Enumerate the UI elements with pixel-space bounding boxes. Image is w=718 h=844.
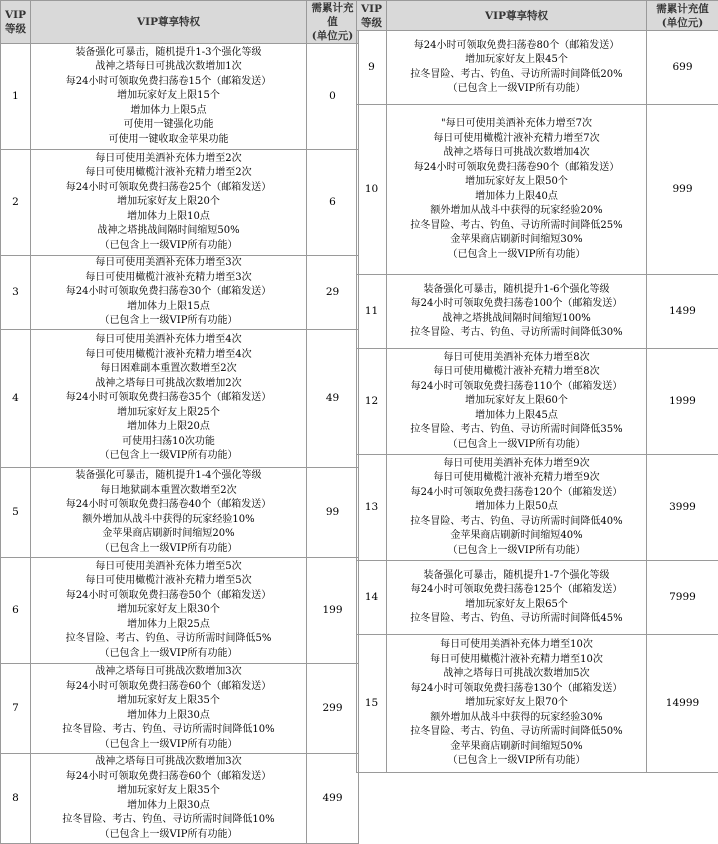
vip-row	[1, 256, 359, 330]
vip-cost-cell: 199	[307, 558, 359, 664]
vip-level-cell: 7	[1, 664, 31, 754]
privilege-line: 额外增加从战斗中获得的玩家经验20%	[387, 204, 646, 219]
privilege-line: 每日可使用美酒补充体力增至5次	[31, 560, 306, 575]
privilege-line: 增加玩家好友上限70个	[387, 696, 646, 711]
privilege-line: 每24小时可领取免费扫荡卷60个（邮箱发送）	[31, 680, 306, 695]
privilege-line: 每日可使用橄榄汁液补充精力增至4次	[31, 348, 306, 363]
privilege-line: 增加玩家好友上限45个	[387, 53, 646, 68]
vip-cost-cell: 499	[307, 754, 359, 844]
privilege-line: 战神之塔挑战间隔时间缩短50%	[31, 224, 306, 239]
privilege-line: 增加玩家好友上限35个	[31, 694, 306, 709]
vip-privilege-cell	[31, 754, 307, 844]
privilege-line: （已包含上一级VIP所有功能）	[31, 647, 306, 662]
vip-privilege-cell	[31, 256, 307, 330]
privilege-line: 增加体力上限15点	[31, 300, 306, 315]
privilege-line: 拉冬冒险、考古、钓鱼、寻访所需时间降低40%	[387, 515, 646, 530]
vip-cost-cell: 0	[307, 44, 359, 150]
privilege-line: 可使用一键收取金苹果功能	[31, 133, 306, 148]
vip-cost-cell: 3999	[647, 455, 718, 561]
privilege-line: 额外增加从战斗中获得的玩家经验30%	[387, 711, 646, 726]
vip-privilege-cell	[31, 330, 307, 468]
vip-privilege-cell	[31, 558, 307, 664]
privilege-line: 每24小时可领取免费扫荡卷110个（邮箱发送）	[387, 380, 646, 395]
vip-level-cell: 3	[1, 256, 31, 330]
vip-level-cell: 13	[357, 455, 387, 561]
vip-cost-cell: 1499	[647, 275, 718, 349]
vip-cost-cell: 49	[307, 330, 359, 468]
vip-row	[357, 349, 718, 455]
privilege-line: 增加玩家好友上限50个	[387, 175, 646, 190]
privilege-line: 每日可使用美酒补充体力增至3次	[31, 256, 306, 271]
privilege-line: 每24小时可领取免费扫荡卷35个（邮箱发送）	[31, 391, 306, 406]
vip-privilege-cell	[31, 664, 307, 754]
privilege-line: 每日可使用橄榄汁液补充精力增至3次	[31, 271, 306, 286]
vip-row	[357, 31, 718, 105]
privilege-line: 增加玩家好友上限60个	[387, 394, 646, 409]
privilege-line: 拉冬冒险、考古、钓鱼、寻访所需时间降低5%	[31, 632, 306, 647]
vip-row	[1, 754, 359, 844]
privilege-line: 金苹果商店刷新时间缩短50%	[387, 740, 646, 755]
privilege-line: 拉冬冒险、考古、钓鱼、寻访所需时间降低20%	[387, 68, 646, 83]
privilege-line: 金苹果商店刷新时间缩短20%	[31, 527, 306, 542]
privilege-line: 每24小时可领取免费扫荡卷30个（邮箱发送）	[31, 285, 306, 300]
privilege-line: 增加体力上限30点	[31, 709, 306, 724]
vip-row	[1, 330, 359, 468]
vip-cost-cell: 999	[647, 105, 718, 275]
privilege-line: "每日可使用美酒补充体力增至7次	[387, 117, 646, 132]
privilege-line: 每24小时可领取免费扫荡卷60个（邮箱发送）	[31, 770, 306, 785]
privilege-line: 每日可使用橄榄汁液补充精力增至8次	[387, 365, 646, 380]
header-level-bottom: 等级	[5, 23, 26, 35]
vip-privilege-cell	[387, 561, 647, 635]
vip-privilege-cell	[387, 635, 647, 773]
header-cost-bottom: (单位元)	[312, 30, 353, 42]
header-level-top: VIP	[5, 9, 26, 21]
vip-level-cell: 6	[1, 558, 31, 664]
privilege-line: 战神之塔每日可挑战次数增加2次	[31, 377, 306, 392]
vip-cost-cell: 7999	[647, 561, 718, 635]
vip-level-cell: 15	[357, 635, 387, 773]
vip-row	[357, 561, 718, 635]
vip-row	[357, 635, 718, 773]
privilege-line: 增加体力上限10点	[31, 210, 306, 225]
vip-level-cell: 1	[1, 44, 31, 150]
header-level	[1, 1, 31, 44]
privilege-line: 每24小时可领取免费扫荡卷50个（邮箱发送）	[31, 589, 306, 604]
privilege-line: 战神之塔挑战间隔时间缩短100%	[387, 312, 646, 327]
privilege-line: 装备强化可暴击，随机提升1-6个强化等级	[387, 283, 646, 298]
privilege-line: 每日可使用美酒补充体力增至4次	[31, 333, 306, 348]
privilege-line: （已包含上一级VIP所有功能）	[387, 544, 646, 559]
vip-row	[1, 558, 359, 664]
privilege-line: 拉冬冒险、考古、钓鱼、寻访所需时间降低30%	[387, 326, 646, 341]
vip-privilege-cell	[31, 44, 307, 150]
header-cost-top: 需累计充值	[656, 3, 709, 15]
header-privilege: VIP尊享特权	[31, 1, 307, 44]
privilege-line: 增加玩家好友上限35个	[31, 784, 306, 799]
header-row	[1, 1, 359, 44]
privilege-line: （已包含上一级VIP所有功能）	[31, 828, 306, 843]
privilege-line: 增加体力上限30点	[31, 799, 306, 814]
privilege-line: 每24小时可领取免费扫荡卷130个（邮箱发送）	[387, 682, 646, 697]
privilege-line: 每日可使用橄榄汁液补充精力增至7次	[387, 132, 646, 147]
header-level	[357, 1, 387, 31]
vip-table-right-column	[356, 0, 718, 773]
header-cost-bottom: (单位元)	[662, 17, 703, 29]
privilege-line: 增加体力上限25点	[31, 618, 306, 633]
header-cost-top: 需累计充值	[312, 2, 354, 28]
vip-cost-cell: 14999	[647, 635, 718, 773]
privilege-line: 装备强化可暴击，随机提升1-3个强化等级	[31, 46, 306, 61]
privilege-line: 增加玩家好友上限65个	[387, 598, 646, 613]
privilege-line: 每24小时可领取免费扫荡卷40个（邮箱发送）	[31, 498, 306, 513]
privilege-line: 每24小时可领取免费扫荡卷120个（邮箱发送）	[387, 486, 646, 501]
privilege-line: 增加体力上限50点	[387, 500, 646, 515]
vip-level-cell: 8	[1, 754, 31, 844]
privilege-line: 每日可使用美酒补充体力增至2次	[31, 152, 306, 167]
privilege-line: （已包含上一级VIP所有功能）	[31, 239, 306, 254]
privilege-line: （已包含上一级VIP所有功能）	[387, 754, 646, 769]
privilege-line: 每日可使用美酒补充体力增至8次	[387, 351, 646, 366]
vip-privilege-cell	[387, 105, 647, 275]
privilege-line: 每日困难副本重置次数增至2次	[31, 362, 306, 377]
privilege-line: 战神之塔每日可挑战次数增加3次	[31, 755, 306, 770]
privilege-line: （已包含上一级VIP所有功能）	[387, 248, 646, 263]
vip-privilege-cell	[387, 349, 647, 455]
privilege-line: 金苹果商店刷新时间缩短30%	[387, 233, 646, 248]
privilege-line: 每日地狱副本重置次数增至2次	[31, 484, 306, 499]
privilege-line: 每日可使用美酒补充体力增至9次	[387, 457, 646, 472]
vip-row	[357, 455, 718, 561]
privilege-line: 装备强化可暴击，随机提升1-4个强化等级	[31, 469, 306, 484]
vip-cost-cell: 299	[307, 664, 359, 754]
privilege-line: 每日可使用橄榄汁液补充精力增至9次	[387, 471, 646, 486]
privilege-line: 每24小时可领取免费扫荡卷100个（邮箱发送）	[387, 297, 646, 312]
vip-level-cell: 2	[1, 150, 31, 256]
vip-row	[1, 468, 359, 558]
vip-row	[357, 275, 718, 349]
vip-cost-cell: 1999	[647, 349, 718, 455]
vip-level-cell: 11	[357, 275, 387, 349]
privilege-line: 增加体力上限5点	[31, 104, 306, 119]
vip-row	[1, 150, 359, 256]
privilege-line: 每24小时可领取免费扫荡卷15个（邮箱发送）	[31, 75, 306, 90]
privilege-line: 战神之塔每日可挑战次数增加4次	[387, 146, 646, 161]
privilege-line: 战神之塔每日可挑战次数增加1次	[31, 60, 306, 75]
privilege-line: 拉冬冒险、考古、钓鱼、寻访所需时间降低25%	[387, 219, 646, 234]
privilege-line: 额外增加从战斗中获得的玩家经验10%	[31, 513, 306, 528]
vip-table-right	[356, 0, 718, 773]
privilege-line: 每日可使用橄榄汁液补充精力增至5次	[31, 574, 306, 589]
privilege-line: （已包含上一级VIP所有功能）	[31, 449, 306, 464]
header-cost	[307, 1, 359, 44]
privilege-line: 增加体力上限45点	[387, 409, 646, 424]
vip-row	[357, 105, 718, 275]
vip-privilege-cell	[387, 455, 647, 561]
vip-cost-cell: 699	[647, 31, 718, 105]
privilege-line: 可使用扫荡10次功能	[31, 435, 306, 450]
privilege-line: 每24小时可领取免费扫荡卷80个（邮箱发送）	[387, 39, 646, 54]
privilege-line: （已包含上一级VIP所有功能）	[387, 82, 646, 97]
vip-privilege-cell	[31, 468, 307, 558]
privilege-line: 拉冬冒险、考古、钓鱼、寻访所需时间降低45%	[387, 612, 646, 627]
privilege-line: 增加体力上限40点	[387, 190, 646, 205]
privilege-line: 增加玩家好友上限30个	[31, 603, 306, 618]
privilege-line: 每日可使用橄榄汁液补充精力增至2次	[31, 166, 306, 181]
header-row	[357, 1, 718, 31]
vip-privilege-cell	[31, 150, 307, 256]
privilege-line: 拉冬冒险、考古、钓鱼、寻访所需时间降低35%	[387, 423, 646, 438]
privilege-line: （已包含上一级VIP所有功能）	[387, 438, 646, 453]
privilege-line: （已包含上一级VIP所有功能）	[31, 738, 306, 753]
vip-cost-cell: 29	[307, 256, 359, 330]
privilege-line: （已包含上一级VIP所有功能）	[31, 542, 306, 557]
privilege-line: 增加体力上限20点	[31, 420, 306, 435]
privilege-line: 拉冬冒险、考古、钓鱼、寻访所需时间降低50%	[387, 725, 646, 740]
privilege-line: 装备强化可暴击，随机提升1-7个强化等级	[387, 569, 646, 584]
header-level-bottom: 等级	[361, 17, 382, 29]
privilege-line: 每日可使用橄榄汁液补充精力增至10次	[387, 653, 646, 668]
vip-privilege-cell	[387, 31, 647, 105]
vip-level-cell: 5	[1, 468, 31, 558]
header-privilege: VIP尊享特权	[387, 1, 647, 31]
privilege-line: 每24小时可领取免费扫荡卷125个（邮箱发送）	[387, 583, 646, 598]
vip-table-left-column	[0, 0, 358, 844]
privilege-line: 增加玩家好友上限15个	[31, 89, 306, 104]
vip-level-cell: 12	[357, 349, 387, 455]
header-cost	[647, 1, 718, 31]
privilege-line: 战神之塔每日可挑战次数增加5次	[387, 667, 646, 682]
header-level-top: VIP	[361, 3, 382, 15]
vip-level-cell: 10	[357, 105, 387, 275]
vip-level-cell: 4	[1, 330, 31, 468]
privilege-line: 金苹果商店刷新时间缩短40%	[387, 529, 646, 544]
privilege-line: （已包含上一级VIP所有功能）	[31, 314, 306, 329]
privilege-line: 拉冬冒险、考古、钓鱼、寻访所需时间降低10%	[31, 813, 306, 828]
vip-cost-cell: 99	[307, 468, 359, 558]
privilege-line: 增加玩家好友上限25个	[31, 406, 306, 421]
privilege-line: 增加玩家好友上限20个	[31, 195, 306, 210]
vip-privilege-cell	[387, 275, 647, 349]
vip-row	[1, 664, 359, 754]
privilege-line: 拉冬冒险、考古、钓鱼、寻访所需时间降低10%	[31, 723, 306, 738]
vip-level-cell: 9	[357, 31, 387, 105]
privilege-line: 可使用一键强化功能	[31, 118, 306, 133]
privilege-line: 每24小时可领取免费扫荡卷90个（邮箱发送）	[387, 161, 646, 176]
vip-cost-cell: 6	[307, 150, 359, 256]
privilege-line: 每24小时可领取免费扫荡卷25个（邮箱发送）	[31, 181, 306, 196]
vip-level-cell: 14	[357, 561, 387, 635]
privilege-line: 战神之塔每日可挑战次数增加3次	[31, 665, 306, 680]
vip-row	[1, 44, 359, 150]
privilege-line: 每日可使用美酒补充体力增至10次	[387, 638, 646, 653]
